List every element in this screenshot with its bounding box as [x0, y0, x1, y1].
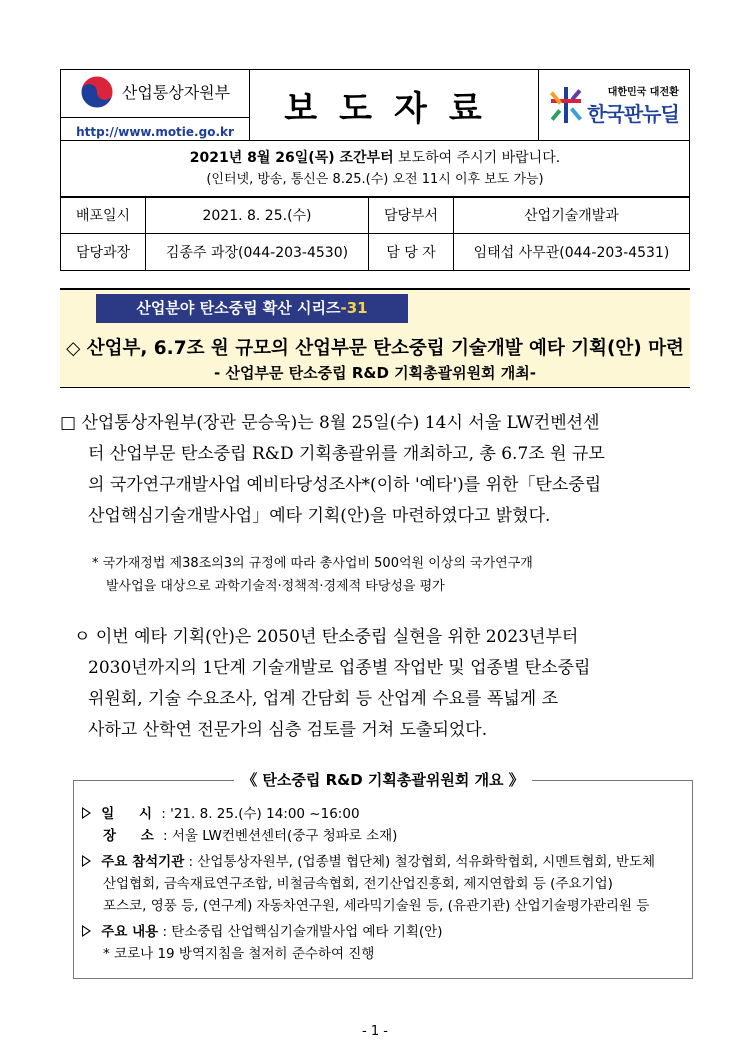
org-line: 포스코, 영풍 등, (연구계) 자동차연구원, 세라믹기술원 등, (유관기관) 산업기술평가관리원 등: [103, 898, 650, 914]
p2-line: 위원회, 기술 수요조사, 업계 간담회 등 산업계 수요를 폭넓게 조: [88, 689, 558, 709]
p2-line: 2030년까지의 1단계 기술개발로 업종별 작업반 및 업종별 탄소중립: [88, 658, 591, 678]
date-value: : '21. 8. 25.(수) 14:00 ~16:00: [161, 806, 360, 822]
p2-line: ㅇ 이번 예타 기획(안)은 2050년 탄소중립 실현을 위한 2023년부터: [74, 627, 579, 647]
dept-label: 담당부서: [369, 197, 454, 234]
p2-line: 사하고 산학연 전문가의 심층 검토를 거쳐 도출되었다.: [88, 720, 488, 740]
triangle-bullet-icon: [82, 855, 91, 867]
subheadline: - 산업부문 탄소중립 R&D 기획총괄위원회 개최-: [214, 364, 536, 382]
newdeal-logo-cell: [539, 70, 690, 141]
date-label: 일 시: [101, 806, 163, 822]
body-paragraph-1: [60, 408, 700, 532]
dist-value: 2021. 8. 25.(수): [146, 197, 369, 234]
place-label: 장 소: [103, 828, 164, 844]
newdeal-spark-icon: [549, 85, 583, 125]
series-tag: [96, 294, 408, 323]
ministry-logo-cell: [61, 70, 250, 141]
p1-line: 산업핵심기술개발사업」예타 기획(안)을 마련하였다고 밝혔다.: [88, 506, 551, 526]
content-label: 주요 내용: [101, 924, 159, 940]
dist-label: 배포일시: [61, 197, 146, 234]
footnote: [92, 552, 692, 598]
series-tag-text: 산업분야 탄소중립 확산 시리즈: [136, 299, 341, 317]
taegeuk-emblem-icon: [80, 75, 114, 109]
manager-label: 담당과장: [61, 234, 146, 271]
note-line: * 국가재정법 제38조의3의 규정에 따라 총사업비 500억원 이상의 국가연구개: [92, 556, 533, 571]
series-tag-number: -31: [340, 299, 368, 317]
contact-label: 담 당 자: [369, 234, 454, 271]
newdeal-slogan: 대한민국 대전환: [607, 87, 679, 98]
dept-value: 산업기술개발과: [454, 197, 690, 234]
ministry-url[interactable]: http://www.motie.go.kr: [76, 124, 234, 139]
page-number: - 1 -: [362, 1024, 388, 1039]
ministry-name: 산업통상자원부: [121, 83, 231, 102]
contact-value: 임태섭 사무관(044-203-4531): [454, 234, 690, 271]
header-table: [60, 69, 690, 198]
overview-title: 《 탄소중립 R&D 기획총괄위원회 개요 》: [234, 771, 532, 789]
org-line: 산업협회, 금속재료연구조합, 비철금속협회, 전기산업진흥회, 제지연합회 등 (주요기업): [103, 876, 613, 892]
triangle-bullet-icon: [82, 925, 91, 937]
embargo-date: 2021년 8월 26일(목) 조간부터: [189, 150, 394, 166]
note-line: 발사업을 대상으로 과학기술적·정책적·경제적 타당성을 평가: [106, 579, 445, 594]
embargo-text: 보도하여 주시기 바랍니다.: [393, 150, 561, 166]
place-value: : 서울 LW컨벤션센터(중구 청파로 소재): [163, 828, 398, 844]
embargo-notice: [61, 141, 690, 198]
p1-line: □ 산업통상자원부(장관 문승욱)는 8월 25일(수) 14시 서울 LW컨벤션센: [60, 413, 600, 433]
manager-value: 김종주 과장(044-203-4530): [146, 234, 369, 271]
newdeal-title: 한국판뉴딜: [587, 102, 679, 126]
embargo-online-note: (인터넷, 방송, 통신은 8.25.(수) 오전 11시 이후 보도 가능): [206, 172, 544, 187]
overview-box: [73, 771, 693, 979]
org-label: 주요 참석기관: [101, 854, 185, 870]
headline: ◇ 산업부, 6.7조 원 규모의 산업부문 탄소중립 기술개발 예타 기획(안) 마련: [66, 338, 684, 359]
triangle-bullet-icon: [82, 807, 91, 819]
org-line: : 산업통상자원부, (업종별 협단체) 철강협회, 석유화학협회, 시멘트협회, 반도체: [188, 854, 656, 870]
content-note: * 코로나 19 방역지침을 철저히 준수하여 진행: [103, 946, 375, 962]
info-table: [60, 196, 690, 271]
content-value: : 탄소중립 산업핵심기술개발사업 예타 기획(안): [162, 924, 443, 940]
p1-line: 터 산업부문 탄소중립 R&D 기획총괄위를 개최하고, 총 6.7조 원 규모: [88, 444, 605, 464]
doc-title: 보도자료: [250, 70, 539, 141]
body-paragraph-2: [74, 622, 700, 746]
p1-line: 의 국가연구개발사업 예비타당성조사*(이하 '예타')를 위한「탄소중립: [88, 475, 602, 495]
series-box: [60, 288, 690, 388]
